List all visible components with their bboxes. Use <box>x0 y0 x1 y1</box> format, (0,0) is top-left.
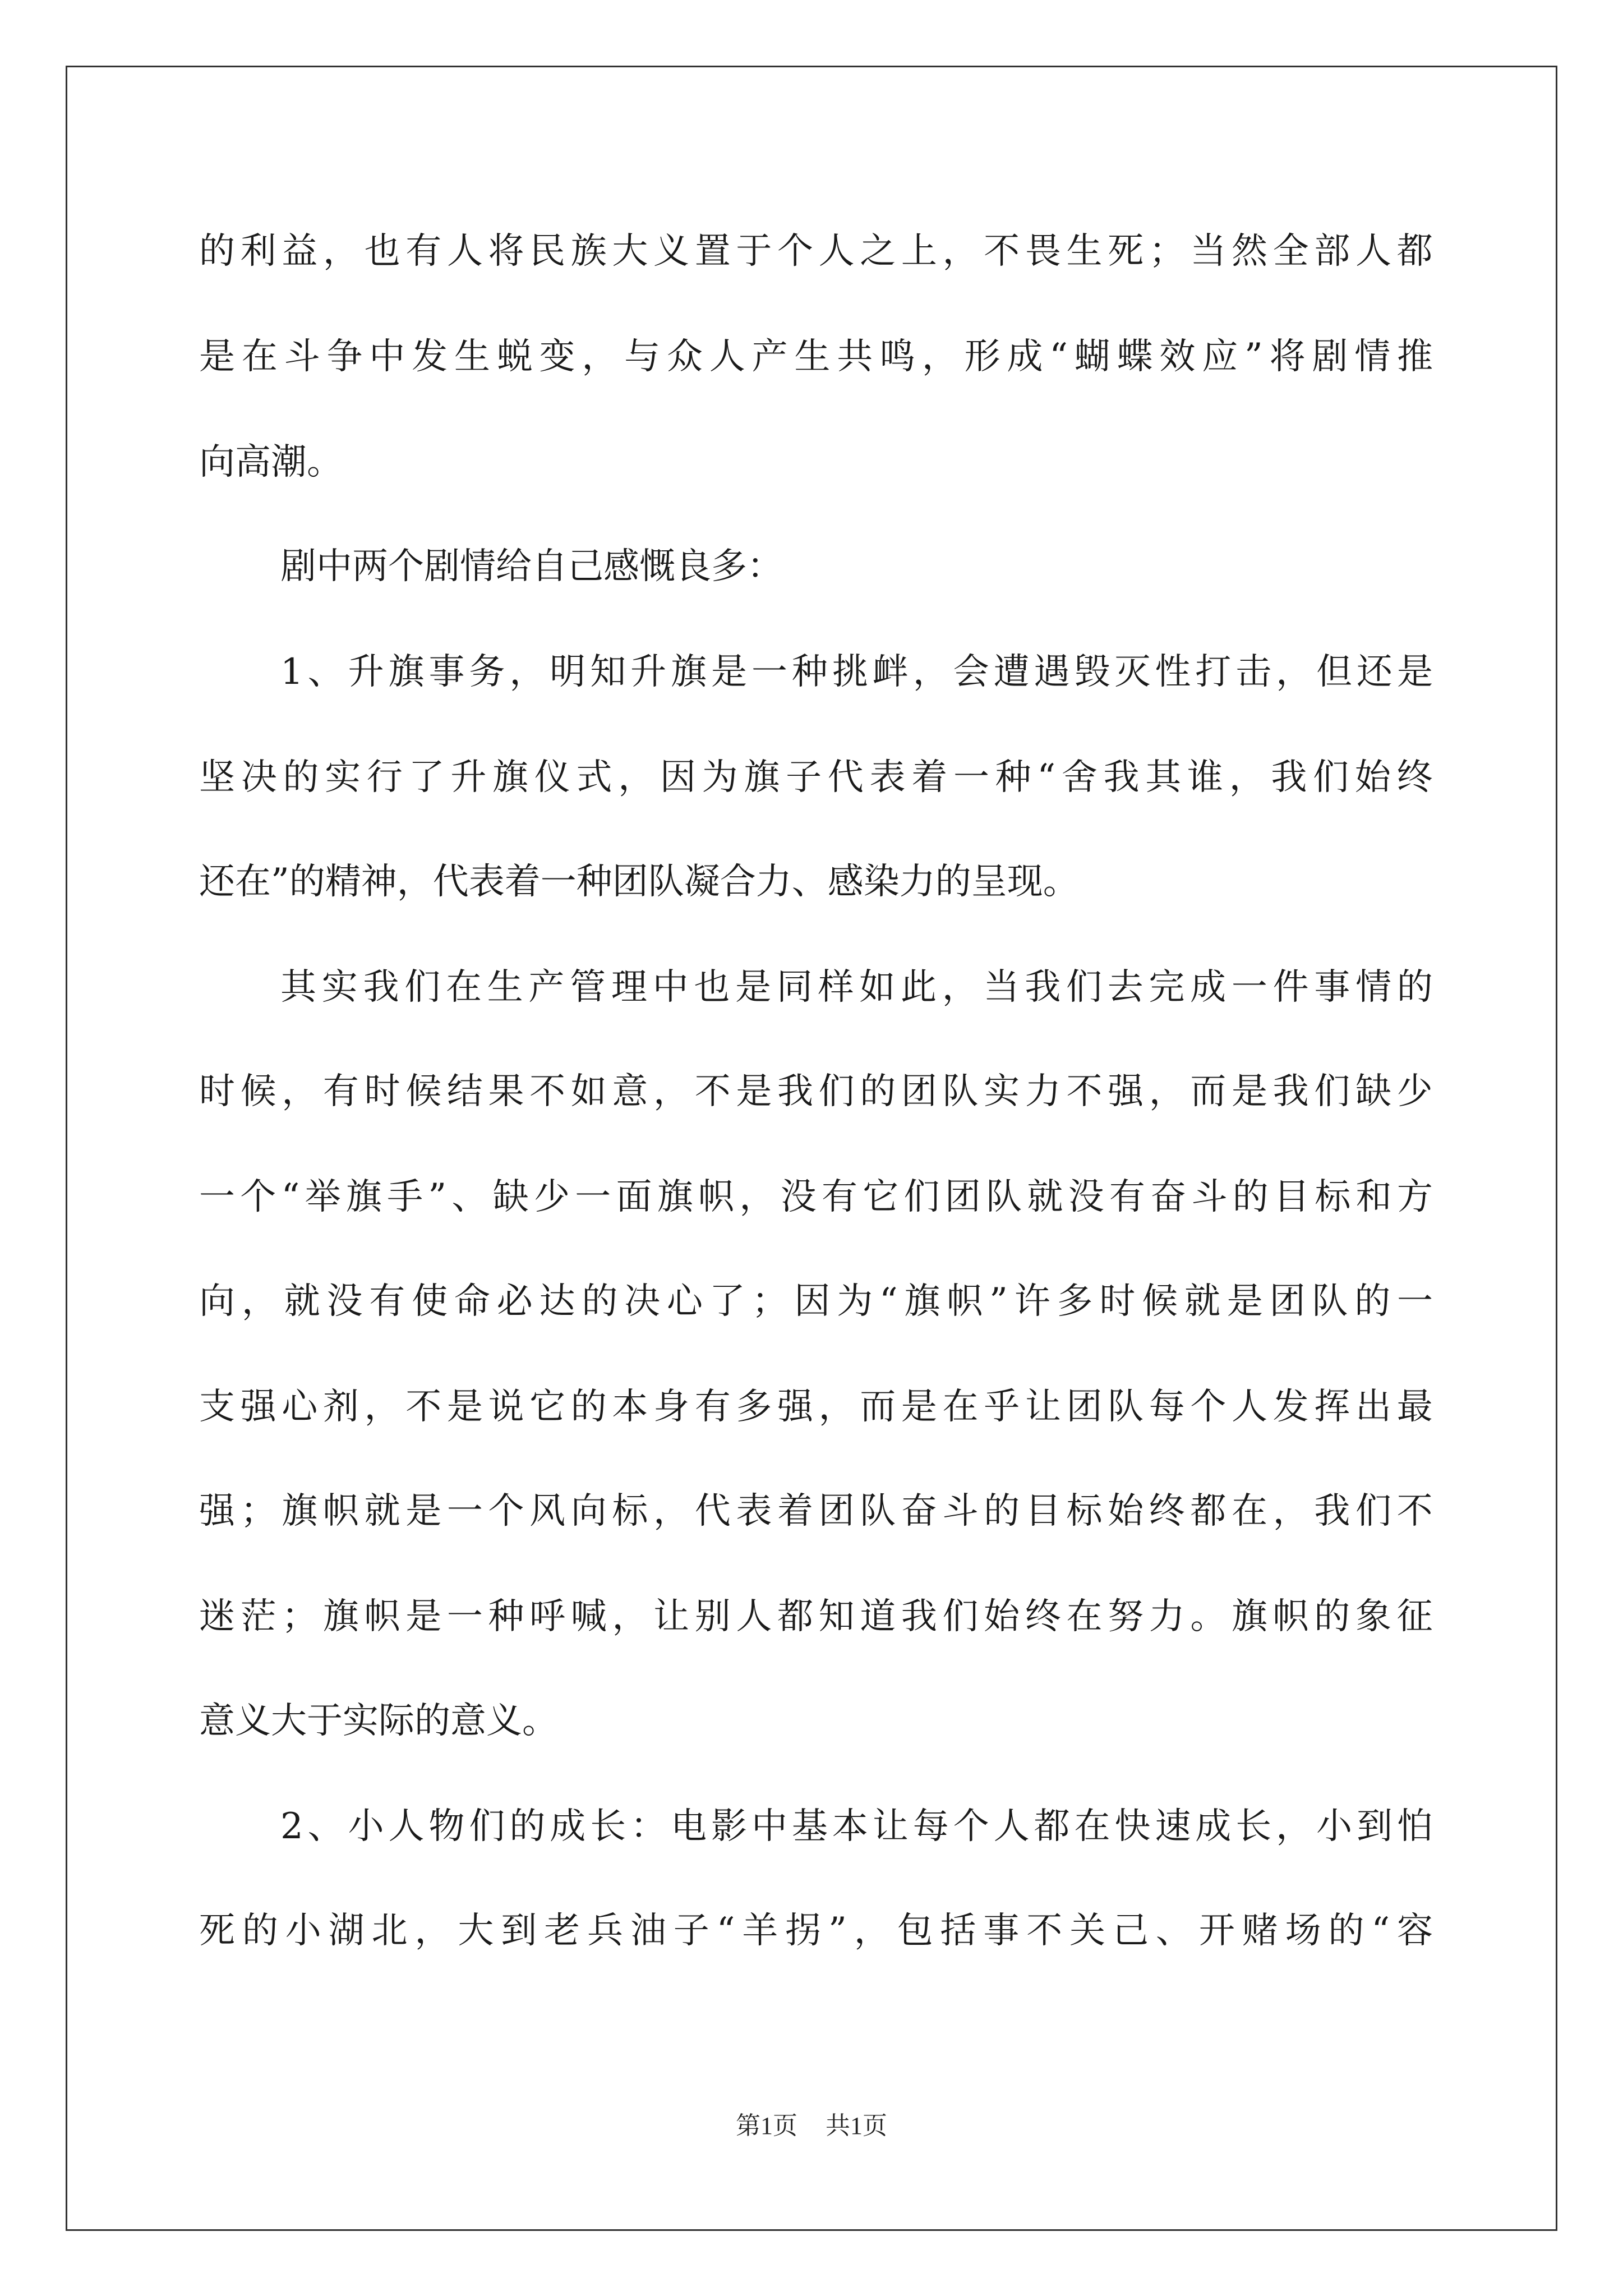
page-number: 第1页 <box>736 2112 797 2139</box>
text-line: 还在”的精神，代表着一种团队凝合力、感染力的呈现。 <box>199 861 1079 903</box>
text-line: 是 在 斗 争 中 发 生 蜕 变 ， 与 众 人 产 生 共 鸣 ， 形 成 “ 蝴 蝶 效 应 ” 将 剧 情 推 <box>199 336 1433 378</box>
text-line: 坚 决 的 实 行 了 升 旗 仪 式 ， 因 为 旗 子 代 表 着 一 种 “ 舍 我 其 谁 ， 我 们 始 终 <box>199 757 1433 798</box>
text-line: 迷 茫 ； 旗 帜 是 一 种 呼 喊 ， 让 别 人 都 知 道 我 们 始 终 在 努 力 。 旗 帜 的 象 征 <box>199 1596 1433 1637</box>
text-line: 支 强 心 剂 ， 不 是 说 它 的 本 身 有 多 强 ， 而 是 在 乎 让 团 队 每 个 人 发 挥 出 最 <box>199 1386 1433 1428</box>
text-line: 时 候 ， 有 时 候 结 果 不 如 意 ， 不 是 我 们 的 团 队 实 力 不 强 ， 而 是 我 们 缺 少 <box>199 1071 1433 1112</box>
text-line: 死 的 小 湖 北 ， 大 到 老 兵 油 子 “ 羊 拐 ” ， 包 括 事 不 关 己 、 开 赌 场 的 “ 容 <box>199 1910 1433 1952</box>
text-line: 的 利 益 ， 也 有 人 将 民 族 大 义 置 于 个 人 之 上 ， 不 畏 生 死 ； 当 然 全 部 人 都 <box>199 231 1433 272</box>
text-line: 向高潮。 <box>199 441 343 483</box>
text-line: 强 ； 旗 帜 就 是 一 个 风 向 标 ， 代 表 着 团 队 奋 斗 的 目 标 始 终 都 在 ， 我 们 不 <box>199 1490 1433 1532</box>
text-line: 其 实 我 们 在 生 产 管 理 中 也 是 同 样 如 此 ， 当 我 们 去 完 成 一 件 事 情 的 <box>280 967 1433 1008</box>
page-total: 共1页 <box>826 2112 887 2139</box>
text-line: 向 ， 就 没 有 使 命 必 达 的 决 心 了 ； 因 为 “ 旗 帜 ” 许 多 时 候 就 是 团 队 的 一 <box>199 1281 1433 1322</box>
text-line: 2 、 小 人 物 们 的 成 长 ： 电 影 中 基 本 让 每 个 人 都 在 快 速 成 长 ， 小 到 怕 <box>280 1806 1433 1847</box>
text-line: 意义大于实际的意义。 <box>199 1700 558 1742</box>
text-line: 1 、 升 旗 事 务 ， 明 知 升 旗 是 一 种 挑 衅 ， 会 遭 遇 毁 灭 性 打 击 ， 但 还 是 <box>280 651 1433 693</box>
page-footer <box>0 2110 1623 2142</box>
text-line: 一 个 “ 举 旗 手 ” 、 缺 少 一 面 旗 帜 ， 没 有 它 们 团 队 就 没 有 奋 斗 的 目 标 和 方 <box>199 1176 1433 1218</box>
text-line: 剧中两个剧情给自己感慨良多： <box>280 546 783 587</box>
page-border <box>66 66 1557 2231</box>
